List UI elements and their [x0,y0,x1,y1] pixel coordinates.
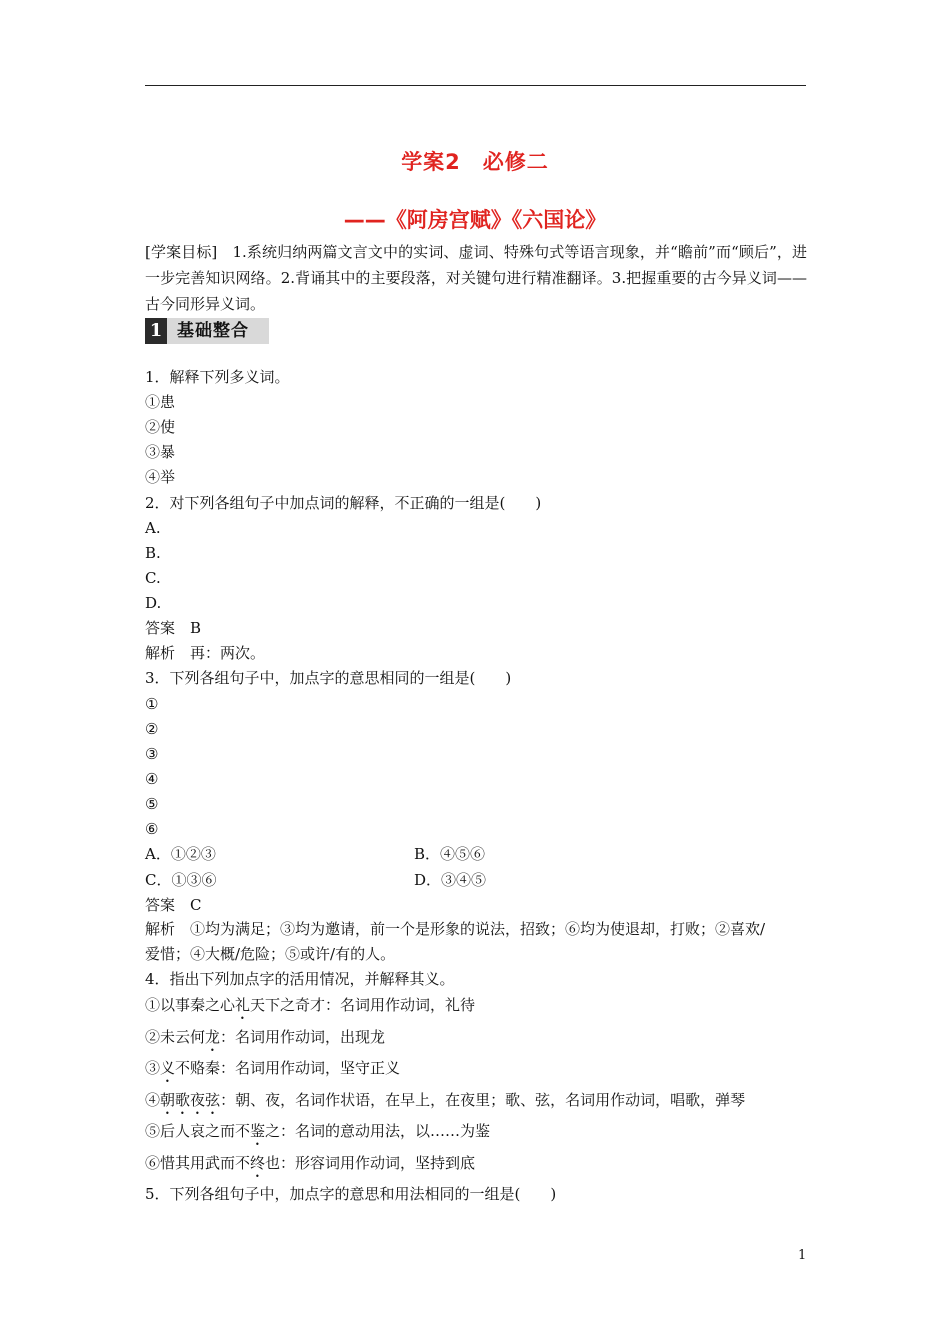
q3-option-a: A．①②③ [145,845,216,863]
q2-answer: 答案 B [145,619,202,637]
q4-item [145,1027,385,1055]
item-number: ① [145,996,161,1014]
q2-stem: 2．对下列各组句子中加点词的解释，不正确的一组是( ) [145,494,542,512]
dotted-char: 鉴 [250,1122,266,1140]
item-number: ② [145,1028,161,1046]
q3-option-d: D．③④⑤ [414,871,487,889]
dotted-char: 弦 [205,1091,221,1109]
text: 天下之奇才：名词用作动词，礼待 [250,996,476,1014]
q2-option: A. [145,519,161,537]
text: ：名词用作动词，出现龙 [220,1028,386,1046]
q4-item [145,1121,490,1149]
q4-item [145,1090,745,1118]
text: 后人哀之而不 [160,1122,251,1140]
q3-option-b: B．④⑤⑥ [414,845,486,863]
q3-item: ④ [145,770,159,788]
q4-stem: 4．指出下列加点字的活用情况，并解释其义。 [145,970,455,988]
q1-item: ④举 [145,468,176,486]
dotted-char: 歌 [175,1091,191,1109]
text: 之：名词的意动用法，以……为鉴 [265,1122,491,1140]
page-title: 学案2 必修二 [401,150,549,174]
q3-analysis-line2: 爱惜；④大概/危险；⑤或许/有的人。 [145,945,396,963]
dotted-char: 朝 [160,1091,176,1109]
header-rule [145,85,806,86]
q1-item: ③暴 [145,443,176,461]
q2-option: C. [145,569,161,587]
section-number: 1 [145,318,167,344]
q4-item [145,1058,400,1086]
q1-item: ②使 [145,418,176,436]
q3-item: ① [145,695,159,713]
q5-stem: 5．下列各组句子中，加点字的意思和用法相同的一组是( ) [145,1185,557,1203]
q2-option: D. [145,594,162,612]
item-number: ④ [145,1091,161,1109]
q4-item [145,1153,475,1181]
q3-item: ③ [145,745,159,763]
q1-stem: 1．解释下列多义词。 [145,368,290,386]
q2-option: B. [145,544,161,562]
dotted-char: 夜 [190,1091,206,1109]
text: 惜其用武而不 [160,1154,251,1172]
section-badge [145,318,269,344]
section-label: 基础整合 [177,321,249,341]
q2-analysis: 解析 再：两次。 [145,644,266,662]
text: 也：形容词用作动词，坚持到底 [265,1154,476,1172]
q4-item [145,995,475,1023]
q1-item: ①患 [145,393,176,411]
dotted-char: 礼 [235,996,251,1014]
page-number: 1 [798,1248,807,1263]
q3-analysis-line1: 解析 ①均为满足；③均为邀请，前一个是形象的说法，招致；⑥均为使退却，打败；②喜欢/ [145,920,766,938]
study-goal: [学案目标] 1.系统归纳两篇文言文中的实词、虚词、特殊句式等语言现象，并“瞻前”而“顾后”，进一步完善知识网络。2.背诵其中的主要段落，对关键句进行精准翻译。3.把握重要的古今异义词——古今同形异义词。 [145,243,807,313]
text: 以事秦之心 [160,996,236,1014]
text: 未云何 [160,1028,206,1046]
page-subtitle: ——《阿房宫赋》《六国论》 [343,208,607,232]
q3-item: ② [145,720,159,738]
dotted-char: 终 [250,1154,266,1172]
dotted-char: 龙 [205,1028,221,1046]
q3-stem: 3．下列各组句子中，加点字的意思相同的一组是( ) [145,669,512,687]
q3-answer: 答案 C [145,896,202,914]
item-number: ③ [145,1059,161,1077]
q3-item: ⑥ [145,820,159,838]
item-number: ⑤ [145,1122,161,1140]
q3-item: ⑤ [145,795,159,813]
q3-option-c: C．①③⑥ [145,871,217,889]
dotted-char: 义 [160,1059,176,1077]
text: ：朝、夜，名词作状语，在早上，在夜里；歌、弦，名词用作动词，唱歌，弹琴 [220,1091,746,1109]
text: 不赂秦：名词用作动词，坚守正义 [175,1059,401,1077]
item-number: ⑥ [145,1154,161,1172]
